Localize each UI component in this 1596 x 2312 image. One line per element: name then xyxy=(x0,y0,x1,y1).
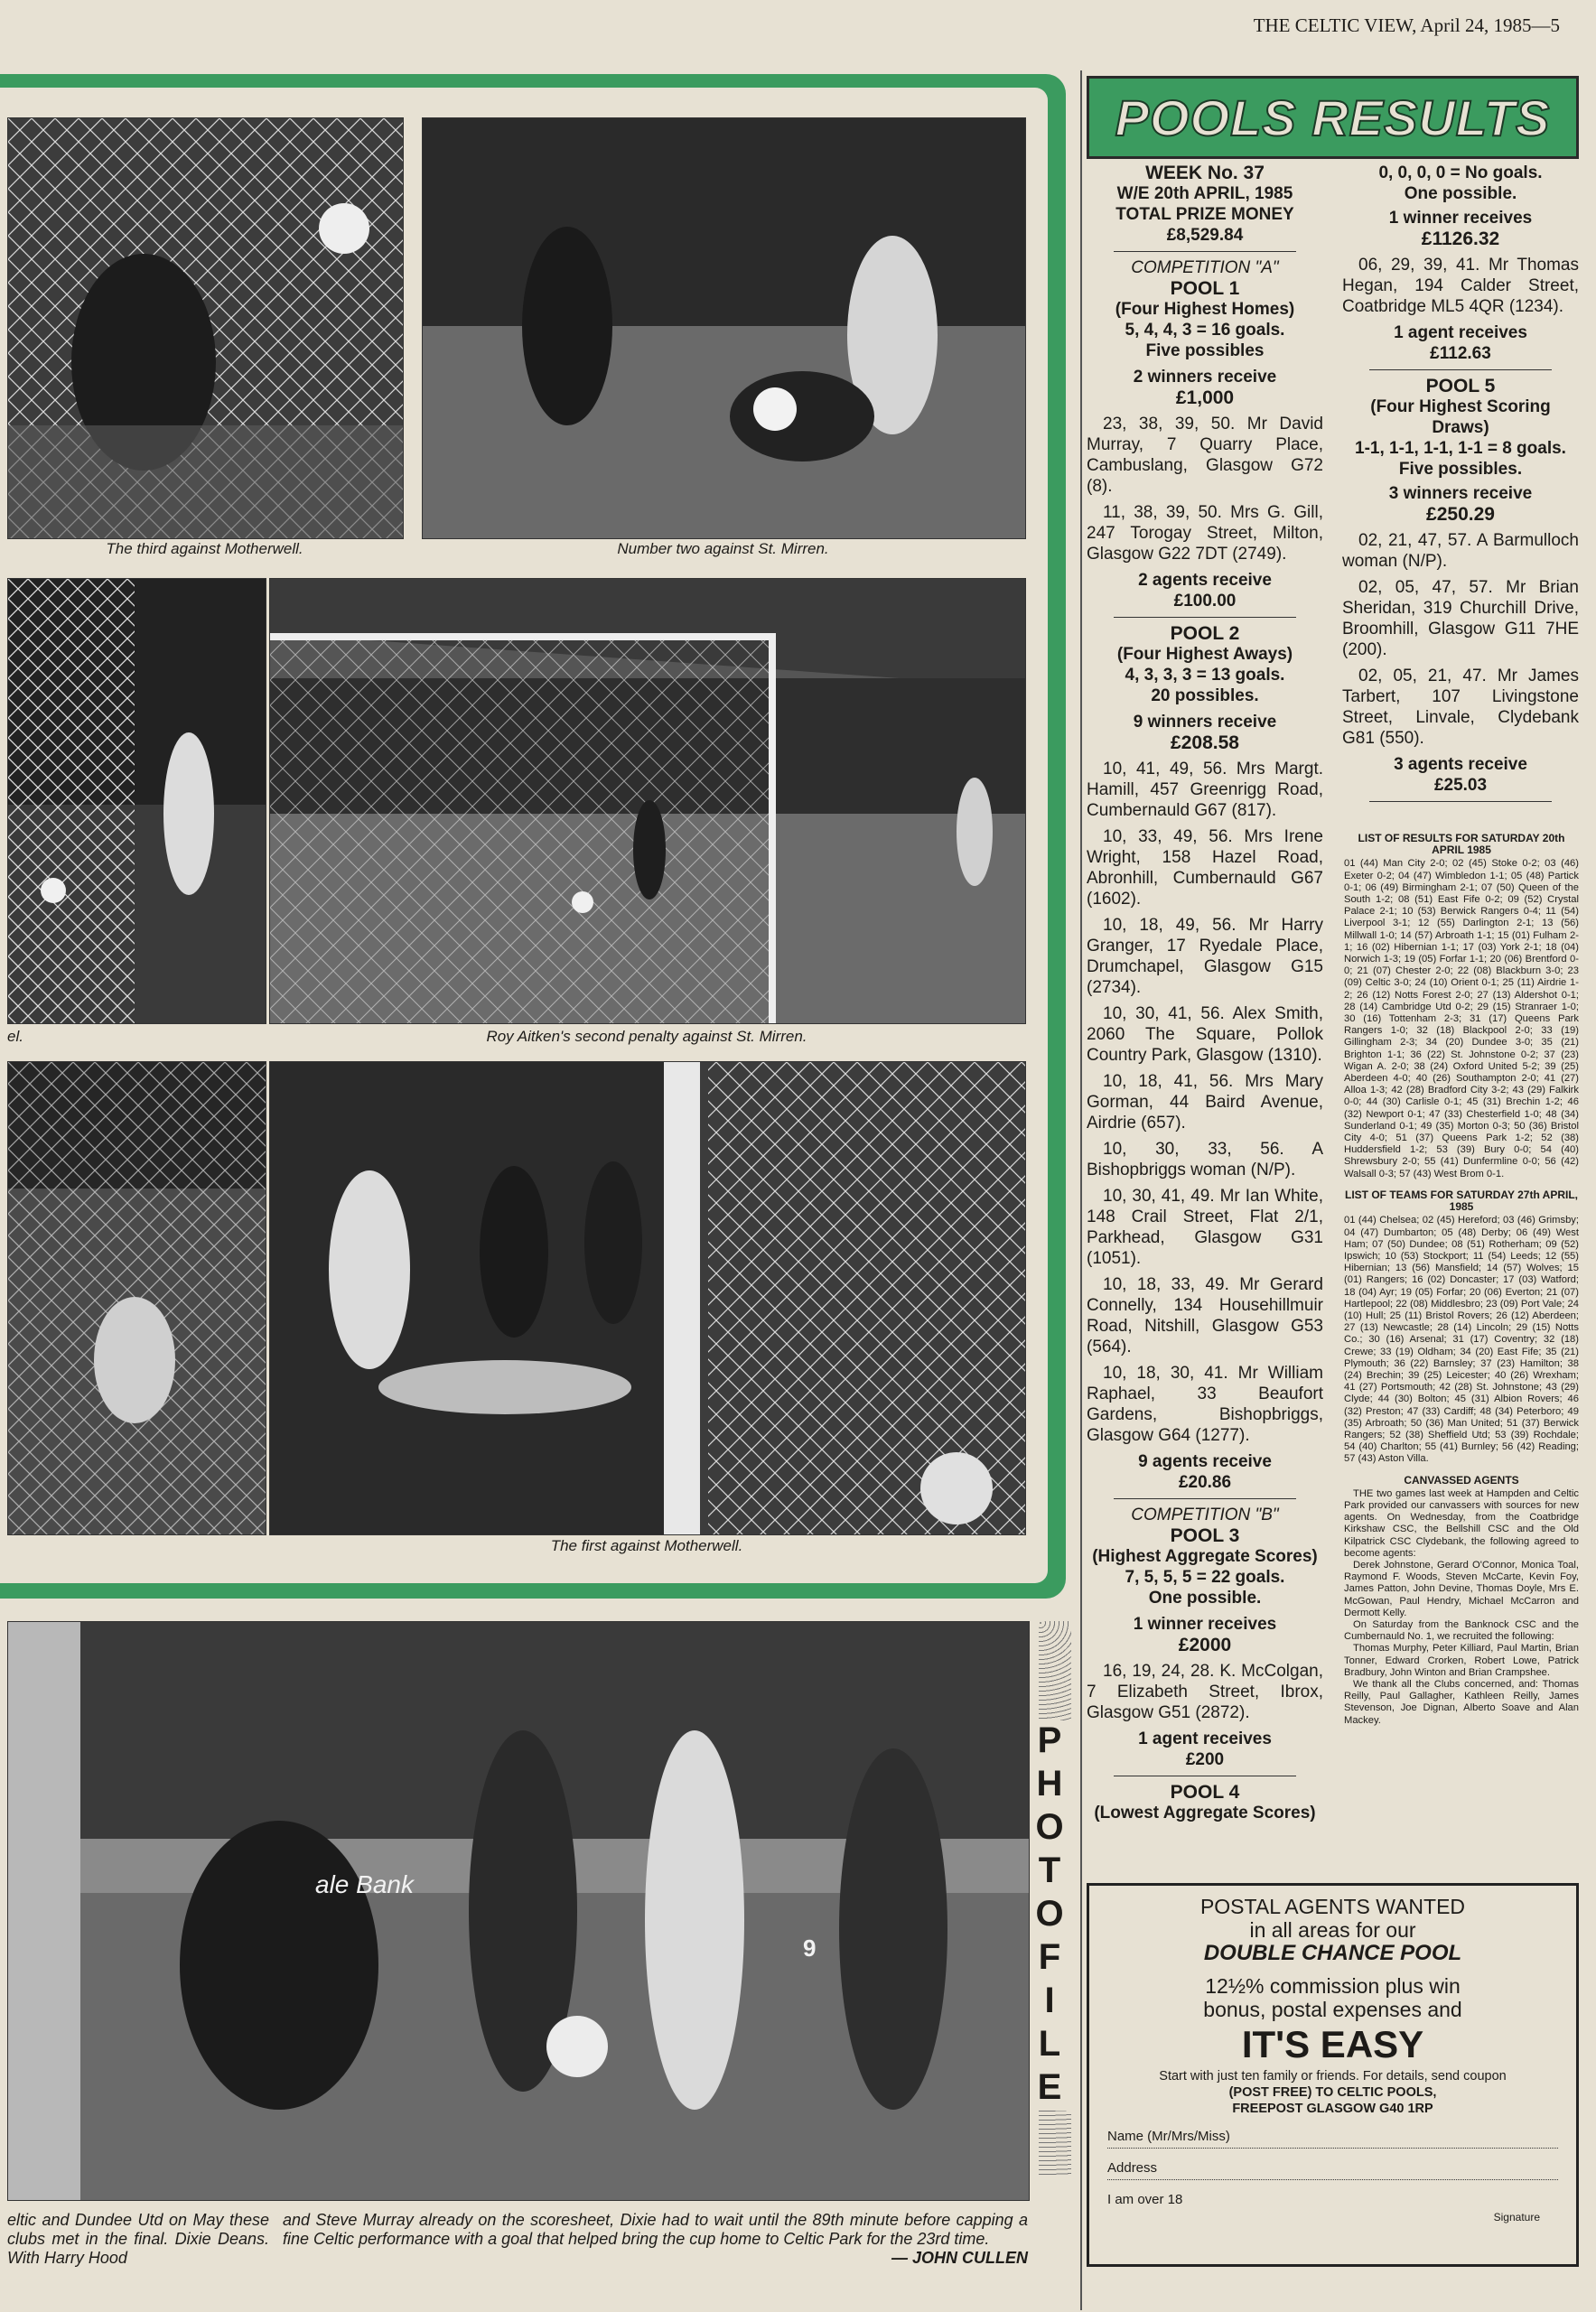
ad-fine-print: (POST FREE) TO CELTIC POOLS, xyxy=(1228,2085,1437,2100)
pool-1-possibles: Five possibles xyxy=(1145,341,1265,360)
pool-2-agents-amount: £20.86 xyxy=(1178,1473,1232,1492)
total-prize-value: £8,529.84 xyxy=(1166,226,1244,245)
canvassed-text: THE two games last week at Hampden and Celtic Park provided our canvassers with sources for new agents. On Wednesday, from the Coatbridge Kirkshaw CSC, the Bellshill CSC and the Old Kilpatrick CSC Clydebank, the following agreed to become agents: xyxy=(1344,1487,1579,1559)
canvassed-text: Thomas Murphy, Peter Killiard, Paul Martin, Brian Tonner, Edward Crorken, Robert Lowe, Patrick Bradbury, John Winton and Brian Crampshee. xyxy=(1344,1643,1579,1678)
pool-4-desc: (Lowest Aggregate Scores) xyxy=(1094,1804,1316,1823)
ad-line: bonus, postal expenses and xyxy=(1203,1998,1462,2021)
pool-2-winner: 10, 30, 41, 56. Alex Smith, 2060 The Square, Pollok Country Park, Glasgow (1310). xyxy=(1087,1004,1323,1065)
pool-4-title: POOL 4 xyxy=(1170,1782,1240,1803)
canvassed-heading: CANVASSED AGENTS xyxy=(1404,1473,1519,1487)
pool-1-desc: (Four Highest Homes) xyxy=(1115,300,1295,319)
pool-2-winner: 10, 30, 41, 49. Mr Ian White, 148 Crail Street, Flat 2/1, Parkhead, Glasgow G31 (1051). xyxy=(1087,1187,1323,1268)
pool-5-title: POOL 5 xyxy=(1425,376,1496,396)
teams-heading: LIST OF TEAMS FOR SATURDAY 27th APRIL, 1985 xyxy=(1344,1188,1579,1214)
caption-photo-1: The third against Motherwell. xyxy=(106,540,303,557)
photo-file-text: PHOTOFILE xyxy=(1030,1720,1069,2111)
pool-1-title: POOL 1 xyxy=(1170,278,1240,299)
pool-5-possibles: Five possibles. xyxy=(1398,460,1523,479)
pools-right-column xyxy=(1342,163,1579,807)
address-field[interactable]: Address xyxy=(1107,2149,1558,2180)
column-divider xyxy=(1080,70,1082,2310)
pool-2-winners: 9 winners receive xyxy=(1133,713,1277,732)
photo-file-banner xyxy=(1030,1621,1071,2177)
bottom-caption-right: and Steve Murray already on the scoresheet, Dixie had to wait until the 89th minute before capping a fine Celtic performance with a goal that helped bring the cup home to Celtic Park for the 23rd time. xyxy=(283,2211,1028,2248)
week-number: WEEK No. 37 xyxy=(1145,163,1265,183)
pools-results-banner xyxy=(1087,76,1579,159)
pool-1-amount: £1,000 xyxy=(1175,387,1235,408)
pool-4-score: 0, 0, 0, 0 = No goals. xyxy=(1378,163,1543,182)
pool-1-agents-amount: £100.00 xyxy=(1173,592,1237,611)
ad-its-easy: IT'S EASY xyxy=(1241,2023,1424,2065)
competition-b: COMPETITION "B" xyxy=(1131,1506,1279,1524)
photo-third-goal-motherwell xyxy=(7,117,404,539)
pool-1-score: 5, 4, 4, 3 = 16 goals. xyxy=(1125,321,1285,340)
photo-roy-aitken-penalty xyxy=(269,578,1026,1024)
pool-5-winner: 02, 21, 47, 57. A Barmulloch woman (N/P). xyxy=(1342,531,1579,571)
advertising-board-text: ale Bank xyxy=(315,1870,414,1898)
pool-3-winners: 1 winner receives xyxy=(1133,1615,1277,1634)
ad-pool-name: DOUBLE CHANCE POOL xyxy=(1203,1941,1462,1965)
shirt-number: 9 xyxy=(803,1934,817,1962)
pool-4-possibles: One possible. xyxy=(1404,184,1517,203)
pool-1-winners: 2 winners receive xyxy=(1133,368,1277,387)
ad-line: POSTAL AGENTS WANTED xyxy=(1199,1895,1466,1918)
signature-label: Signature xyxy=(1493,2211,1540,2223)
pool-2-winner: 10, 18, 33, 49. Mr Gerard Connelly, 134 Househillmuir Road, Nitshill, Glasgow G53 (564). xyxy=(1087,1275,1323,1356)
pool-2-amount: £208.58 xyxy=(1171,732,1239,753)
bottom-caption-left: eltic and Dundee Utd on May these clubs met in the final. Dixie Deans. With Harry Hood xyxy=(7,2211,269,2267)
results-text: 01 (44) Man City 2-0; 02 (45) Stoke 0-2; 03 (46) Exeter 0-2; 04 (47) Wimbledon 1-1; 05 (48) Partick 0-1; 06 (49) Birmingham 2-1; 07 (50) Queen of the South 1-2; 08 (51) East Fife 0-2; 09 (52) Crystal Palace 2-1; 10 (53) Berwick Rangers 0-4; 11 (54) Liverpool 3-1; 12 (55) Darlington 2-1; 13 (56) Millwall 1-0; 14 (57) Arbroath 1-1; 15 (01) Fulham 2-1; 16 (02) Hibernian 1-1; 17 (03) York 2-1; 18 (04) Norwich 1-3; 19 (05) Forfar 1-1; 20 (06) Brentford 0-0; 21 (07) Chester 2-0; 22 (08) Blackburn 3-0; 23 (09) Celtic 3-0; 24 (10) Orient 0-1; 25 (11) Airdrie 1-2; 26 (12) Notts Forest 2-0; 27 (13) Aldershot 0-1; 28 (14) Cambridge Utd 0-2; 29 (15) Stranraer 1-0; 30 (16) Tottenham 2-3; 31 (17) Queens Park Rangers 1-0; 32 (18) Blackpool 2-0; 33 (19) Gillingham 2-3; 34 (20) Dundee 3-0; 35 (21) Brighton 1-1; 36 (22) St. Johnstone 0-2; 37 (23) Wigan A. 2-0; 38 (24) Oxford United 5-2; 39 (25) Aberdeen 4-0; 40 (26) Southampton 2-0; 41 (27) Alloa 1-3; 42 (28) Bradford City 3-2; 43 (29) Falkirk 0-0; 44 (30) Carlisle 0-1; 45 (31) Brechin 1-2; 46 (32) Newport 0-1; 47 (33) Chesterfield 1-0; 48 (34) Sunderland 0-1; 49 (35) Morton 0-3; 50 (36) Bristol City 4-0; 51 (37) Queens Park 1-2; 52 (38) Huddersfield 1-2; 53 (39) Bury 0-0; 54 (40) Shrewsbury 2-0; 55 (41) Dunfermline 0-0; 56 (42) Walsall 0-3; 57 (43) West Brom 0-1. xyxy=(1344,858,1579,1179)
photo-first-goal-motherwell xyxy=(269,1061,1026,1535)
postal-agents-advert xyxy=(1087,1883,1579,2267)
pool-3-agents: 1 agent receives xyxy=(1138,1729,1272,1748)
week-ending: W/E 20th APRIL, 1985 xyxy=(1116,184,1293,203)
pool-5-winner: 02, 05, 47, 57. Mr Brian Sheridan, 319 Churchill Drive, Broomhill, Glasgow G11 7HE (200). xyxy=(1342,578,1579,659)
pool-2-score: 4, 3, 3, 3 = 13 goals. xyxy=(1125,666,1285,685)
photo-number-two-st-mirren xyxy=(422,117,1026,539)
teams-text: 01 (44) Chelsea; 02 (45) Hereford; 03 (46) Grimsby; 04 (47) Dumbarton; 05 (48) Derby; 06 (49) West Ham; 07 (50) Dundee; 08 (51) Rotherham; 09 (52) Ipswich; 10 (53) Stockport; 11 (54) Leeds; 12 (55) Hibernian; 13 (56) Mansfield; 14 (57) Wolves; 15 (01) Rangers; 16 (02) Doncaster; 17 (03) Watford; 18 (04) Ayr; 19 (05) Forfar; 20 (06) Everton; 21 (07) Hartlepool; 22 (08) Middlesbro; 23 (09) Port Vale; 24 (10) Hull; 25 (11) Bristol Rovers; 26 (12) Aberdeen; 27 (13) Newcastle; 28 (14) Lincoln; 29 (15) Notts Co.; 30 (16) Arsenal; 31 (17) Coventry; 32 (18) Crewe; 33 (19) Oldham; 34 (20) East Fife; 35 (21) Plymouth; 36 (22) Barnsley; 37 (23) Hamilton; 38 (24) Brechin; 39 (25) Leicester; 40 (26) Wrexham; 41 (27) Portsmouth; 42 (28) St. Johnstone; 43 (29) Clyde; 44 (30) Bolton; 45 (31) Albion Rovers; 46 (32) Preston; 47 (33) Cardiff; 48 (34) Peterboro; 49 (35) Arbroath; 50 (36) Man United; 51 (37) Berwick Rangers; 52 (38) Sheffield Utd; 53 (39) Rochdale; 54 (40) Charlton; 55 (41) Burnley; 56 (42) Reading; 57 (43) Aston Villa. xyxy=(1344,1215,1579,1465)
pool-2-winner: 10, 18, 49, 56. Mr Harry Granger, 17 Ryedale Place, Drumchapel, Glasgow G15 (2734). xyxy=(1087,916,1323,997)
caption-photo-2: Number two against St. Mirren. xyxy=(617,540,829,557)
pool-2-winner: 10, 33, 49, 56. Mrs Irene Wright, 158 Hazel Road, Abronhill, Cumbernauld G67 (1602). xyxy=(1087,827,1323,909)
pool-2-title: POOL 2 xyxy=(1170,623,1240,644)
pool-4-agents-amount: £112.63 xyxy=(1430,344,1491,363)
pool-1-agents: 2 agents receive xyxy=(1138,571,1272,590)
pool-5-agents-amount: £25.03 xyxy=(1433,776,1488,795)
pools-results-title: POOLS RESULTS xyxy=(1115,89,1551,146)
pool-3-title: POOL 3 xyxy=(1170,1525,1240,1546)
caption-photo-4: Roy Aitken's second penalty against St. Mirren. xyxy=(486,1028,807,1045)
pool-4-winners: 1 winner receives xyxy=(1388,209,1533,228)
pool-2-agents: 9 agents receive xyxy=(1138,1452,1272,1471)
results-heading: LIST OF RESULTS FOR SATURDAY 20th APRIL 1985 xyxy=(1358,832,1565,857)
bottom-byline: — JOHN CULLEN xyxy=(891,2249,1028,2267)
pool-3-agents-amount: £200 xyxy=(1185,1750,1225,1769)
pool-5-amount: £250.29 xyxy=(1426,504,1495,525)
photo-dundee-utd-final xyxy=(7,1621,1030,2201)
pool-4-amount: £1126.32 xyxy=(1421,228,1500,249)
photo-goalmouth-left xyxy=(7,1061,266,1535)
pool-5-agents: 3 agents receive xyxy=(1394,755,1527,774)
competition-a: COMPETITION "A" xyxy=(1131,258,1279,277)
pool-3-winner: 16, 19, 24, 28. K. McColgan, 7 Elizabeth Street, Ibrox, Glasgow G51 (2872). xyxy=(1087,1662,1323,1722)
pool-5-winners: 3 winners receive xyxy=(1388,484,1533,503)
pool-1-winner: 23, 38, 39, 50. Mr David Murray, 7 Quarry Place, Cambuslang, Glasgow G72 (8). xyxy=(1087,415,1323,496)
pools-left-column xyxy=(1087,163,1323,1823)
ad-line: in all areas for our xyxy=(1249,1918,1416,1942)
caption-photo-3: el. xyxy=(7,1028,23,1045)
pool-2-winner: 10, 18, 30, 41. Mr William Raphael, 33 Beaufort Gardens, Bishopbriggs, Glasgow G64 (1277). xyxy=(1087,1364,1323,1445)
pool-3-desc: (Highest Aggregate Scores) xyxy=(1092,1547,1318,1566)
pool-2-winner: 10, 41, 49, 56. Mrs Margt. Hamill, 457 Greenrigg Road, Cumbernauld G67 (817). xyxy=(1087,760,1323,820)
age-confirm-field[interactable]: I am over 18 xyxy=(1107,2192,1183,2207)
pool-3-score: 7, 5, 5, 5 = 22 goals. xyxy=(1125,1568,1285,1587)
name-field[interactable]: Name (Mr/Mrs/Miss) xyxy=(1107,2117,1558,2149)
pool-2-winner: 10, 30, 33, 56. A Bishopbriggs woman (N/P). xyxy=(1087,1140,1323,1179)
pool-5-score: 1-1, 1-1, 1-1, 1-1 = 8 goals. xyxy=(1355,439,1566,458)
pool-2-winner: 10, 18, 41, 56. Mrs Mary Gorman, 44 Baird Avenue, Airdrie (657). xyxy=(1087,1072,1323,1133)
pool-1-winner: 11, 38, 39, 50. Mrs G. Gill, 247 Torogay Street, Milton, Glasgow G22 7DT (2749). xyxy=(1087,503,1323,564)
photo-file-letters xyxy=(1030,1720,1071,2111)
pool-4-winner: 06, 29, 39, 41. Mr Thomas Hegan, 194 Calder Street, Coatbridge ML5 4QR (1234). xyxy=(1342,256,1579,316)
pool-5-winner: 02, 05, 21, 47. Mr James Tarbert, 107 Livingstone Street, Linvale, Clydebank G81 (550). xyxy=(1342,667,1579,748)
pool-4-agents: 1 agent receives xyxy=(1394,323,1527,342)
results-list xyxy=(1344,833,1579,1727)
pool-3-amount: £2000 xyxy=(1178,1635,1232,1655)
total-prize-label: TOTAL PRIZE MONEY xyxy=(1115,205,1294,224)
photo-net-goal-left xyxy=(7,578,266,1024)
caption-photo-6: The first against Motherwell. xyxy=(550,1537,743,1554)
pool-2-possibles: 20 possibles. xyxy=(1151,686,1259,705)
ad-fine-print: Start with just ten family or friends. For details, send coupon xyxy=(1159,2069,1507,2084)
pool-3-possibles: One possible. xyxy=(1148,1589,1262,1608)
pool-5-desc: (Four Highest Scoring Draws) xyxy=(1370,397,1551,437)
page-header: THE CELTIC VIEW, April 24, 1985—5 xyxy=(1253,14,1560,36)
pool-2-desc: (Four Highest Aways) xyxy=(1116,645,1293,664)
canvassed-text: We thank all the Clubs concerned, and: Thomas Reilly, Paul Gallagher, Kathleen Reilly, James Stevenson, Joe Dignan, Alberto Soave and Alan Mackey. xyxy=(1344,1679,1579,1726)
canvassed-text: Derek Johnstone, Gerard O'Connor, Monica Toal, Raymond F. Woods, Steven McCarte, Kevin Foy, James Patton, John Devine, Thomas Doyle, Mrs E. McGowan, Paul Hendry, Michael McCarron and Dermott Kelly. xyxy=(1344,1559,1579,1618)
ad-fine-print: FREEPOST GLASGOW G40 1RP xyxy=(1232,2102,1433,2116)
canvassed-text: On Saturday from the Banknock CSC and the Cumbernauld No. 1, we recruited the following: xyxy=(1344,1619,1579,1643)
ad-line: 12½% commission plus win xyxy=(1205,1974,1461,1998)
